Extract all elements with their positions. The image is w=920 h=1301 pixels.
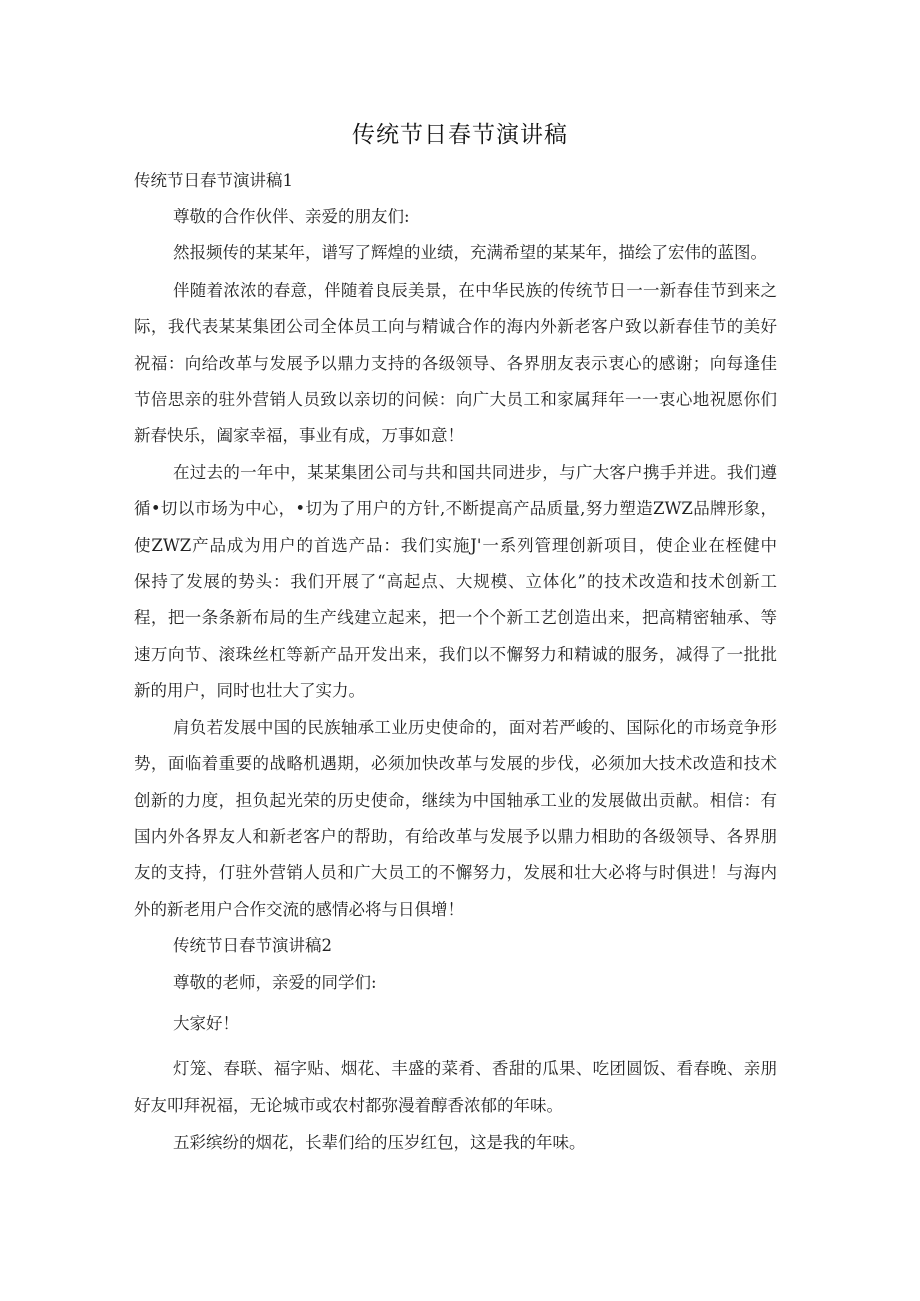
paragraph-5-line: 好友叩拜祝福，无论城市或农村都弥漫着醇香浓郁的年味。 xyxy=(134,1096,563,1115)
paragraph-4-line: 创新的力度，担负起光荣的历史使命，继续为中国轴承工业的发展做出贡献。相信：有 xyxy=(134,791,777,810)
paragraph-2-line: 新春快乐，阖家幸福，事业有成，万事如意！ xyxy=(134,426,464,445)
greeting-2: 尊敬的老师，亲爱的同学们: xyxy=(173,973,377,992)
document-title: 传统节日春节演讲稿 xyxy=(352,122,568,148)
paragraph-2-line: 祝福：向给改革与发展予以鼎力支持的各级领导、各界朋友表示衷心的感谢；向每逢佳 xyxy=(134,354,777,373)
paragraph-4-line: 国内外各界友人和新老客户的帮助，有给改革与发展予以鼎力相助的各级领导、各界朋 xyxy=(134,827,777,846)
paragraph-3-line: 保持了发展的势头：我们开展了“高起点、大规模、立体化”的技术改造和技术创新工 xyxy=(134,572,777,591)
paragraph-2-line: 节倍思亲的驻外营销人员致以亲切的问候：向广大员工和家属拜年一一衷心地祝愿你们 xyxy=(134,390,777,409)
paragraph-4-line: 肩负若发展中国的民族轴承工业历史使命的，面对若严峻的、国际化的市场竞争形 xyxy=(173,718,777,737)
paragraph-3-line: 在过去的一年中，某某集团公司与共和国共同进步，与广大客户携手并进。我们遵 xyxy=(173,463,777,482)
section-heading-1: 传统节日春节演讲稿1 xyxy=(134,171,293,190)
paragraph-2-line: 际，我代表某某集团公司全体员工向与精诚合作的海内外新老客户致以新春佳节的美好 xyxy=(134,317,777,336)
paragraph-2-line: 伴随着浓浓的春意，伴随着良辰美景，在中华民族的传统节日一一新春佳节到来之 xyxy=(173,281,777,300)
paragraph-6-line: 五彩缤纷的烟花，长辈们给的压岁红包，这是我的年味。 xyxy=(173,1133,586,1152)
paragraph-3-line: 使ZWZ产品成为用户的首选产品：我们实施J'一系列管理创新项目，使企业在桎健中 xyxy=(134,536,777,555)
paragraph-3-line: 程，把一条条新布局的生产线建立起来，把一个个新工艺创造出来，把高精密轴承、等 xyxy=(134,608,777,627)
paragraph-3-line: 速万向节、滚珠丝杠等新产品开发出来，我们以不懈努力和精诚的服务，减得了一批批 xyxy=(134,645,777,664)
paragraph-1-line: 然报频传的某某年，谱写了辉煌的业绩，充满希望的某某年，描绘了宏伟的蓝图。 xyxy=(173,243,767,262)
paragraph-4-line: 势，面临着重要的战略机遇期，必须加快改革与发展的步伐，必须加大技术改造和技术 xyxy=(134,754,777,773)
paragraph-4-line: 外的新老用户合作交流的感情必将与日俱增！ xyxy=(134,900,464,919)
section-heading-2: 传统节日春节演讲稿2 xyxy=(173,936,332,955)
salutation: 大家好！ xyxy=(173,1014,239,1033)
paragraph-3-line: 循•切以市场为中心，•切为了用户的方针,不断提高产品质量,努力塑造ZWZ品牌形象， xyxy=(134,499,777,518)
paragraph-4-line: 友的支持，仃驻外营销人员和广大员工的不懈努力，发展和壮大必将与时俱进！与海内 xyxy=(134,863,777,882)
paragraph-5-line: 灯笼、春联、福字贴、烟花、丰盛的菜肴、香甜的瓜果、吃团圆饭、看春晚、亲朋 xyxy=(173,1059,777,1078)
greeting-1: 尊敬的合作伙伴、亲爱的朋友们: xyxy=(173,207,410,226)
paragraph-3-line: 新的用户，同时也壮大了实力。 xyxy=(134,681,365,700)
